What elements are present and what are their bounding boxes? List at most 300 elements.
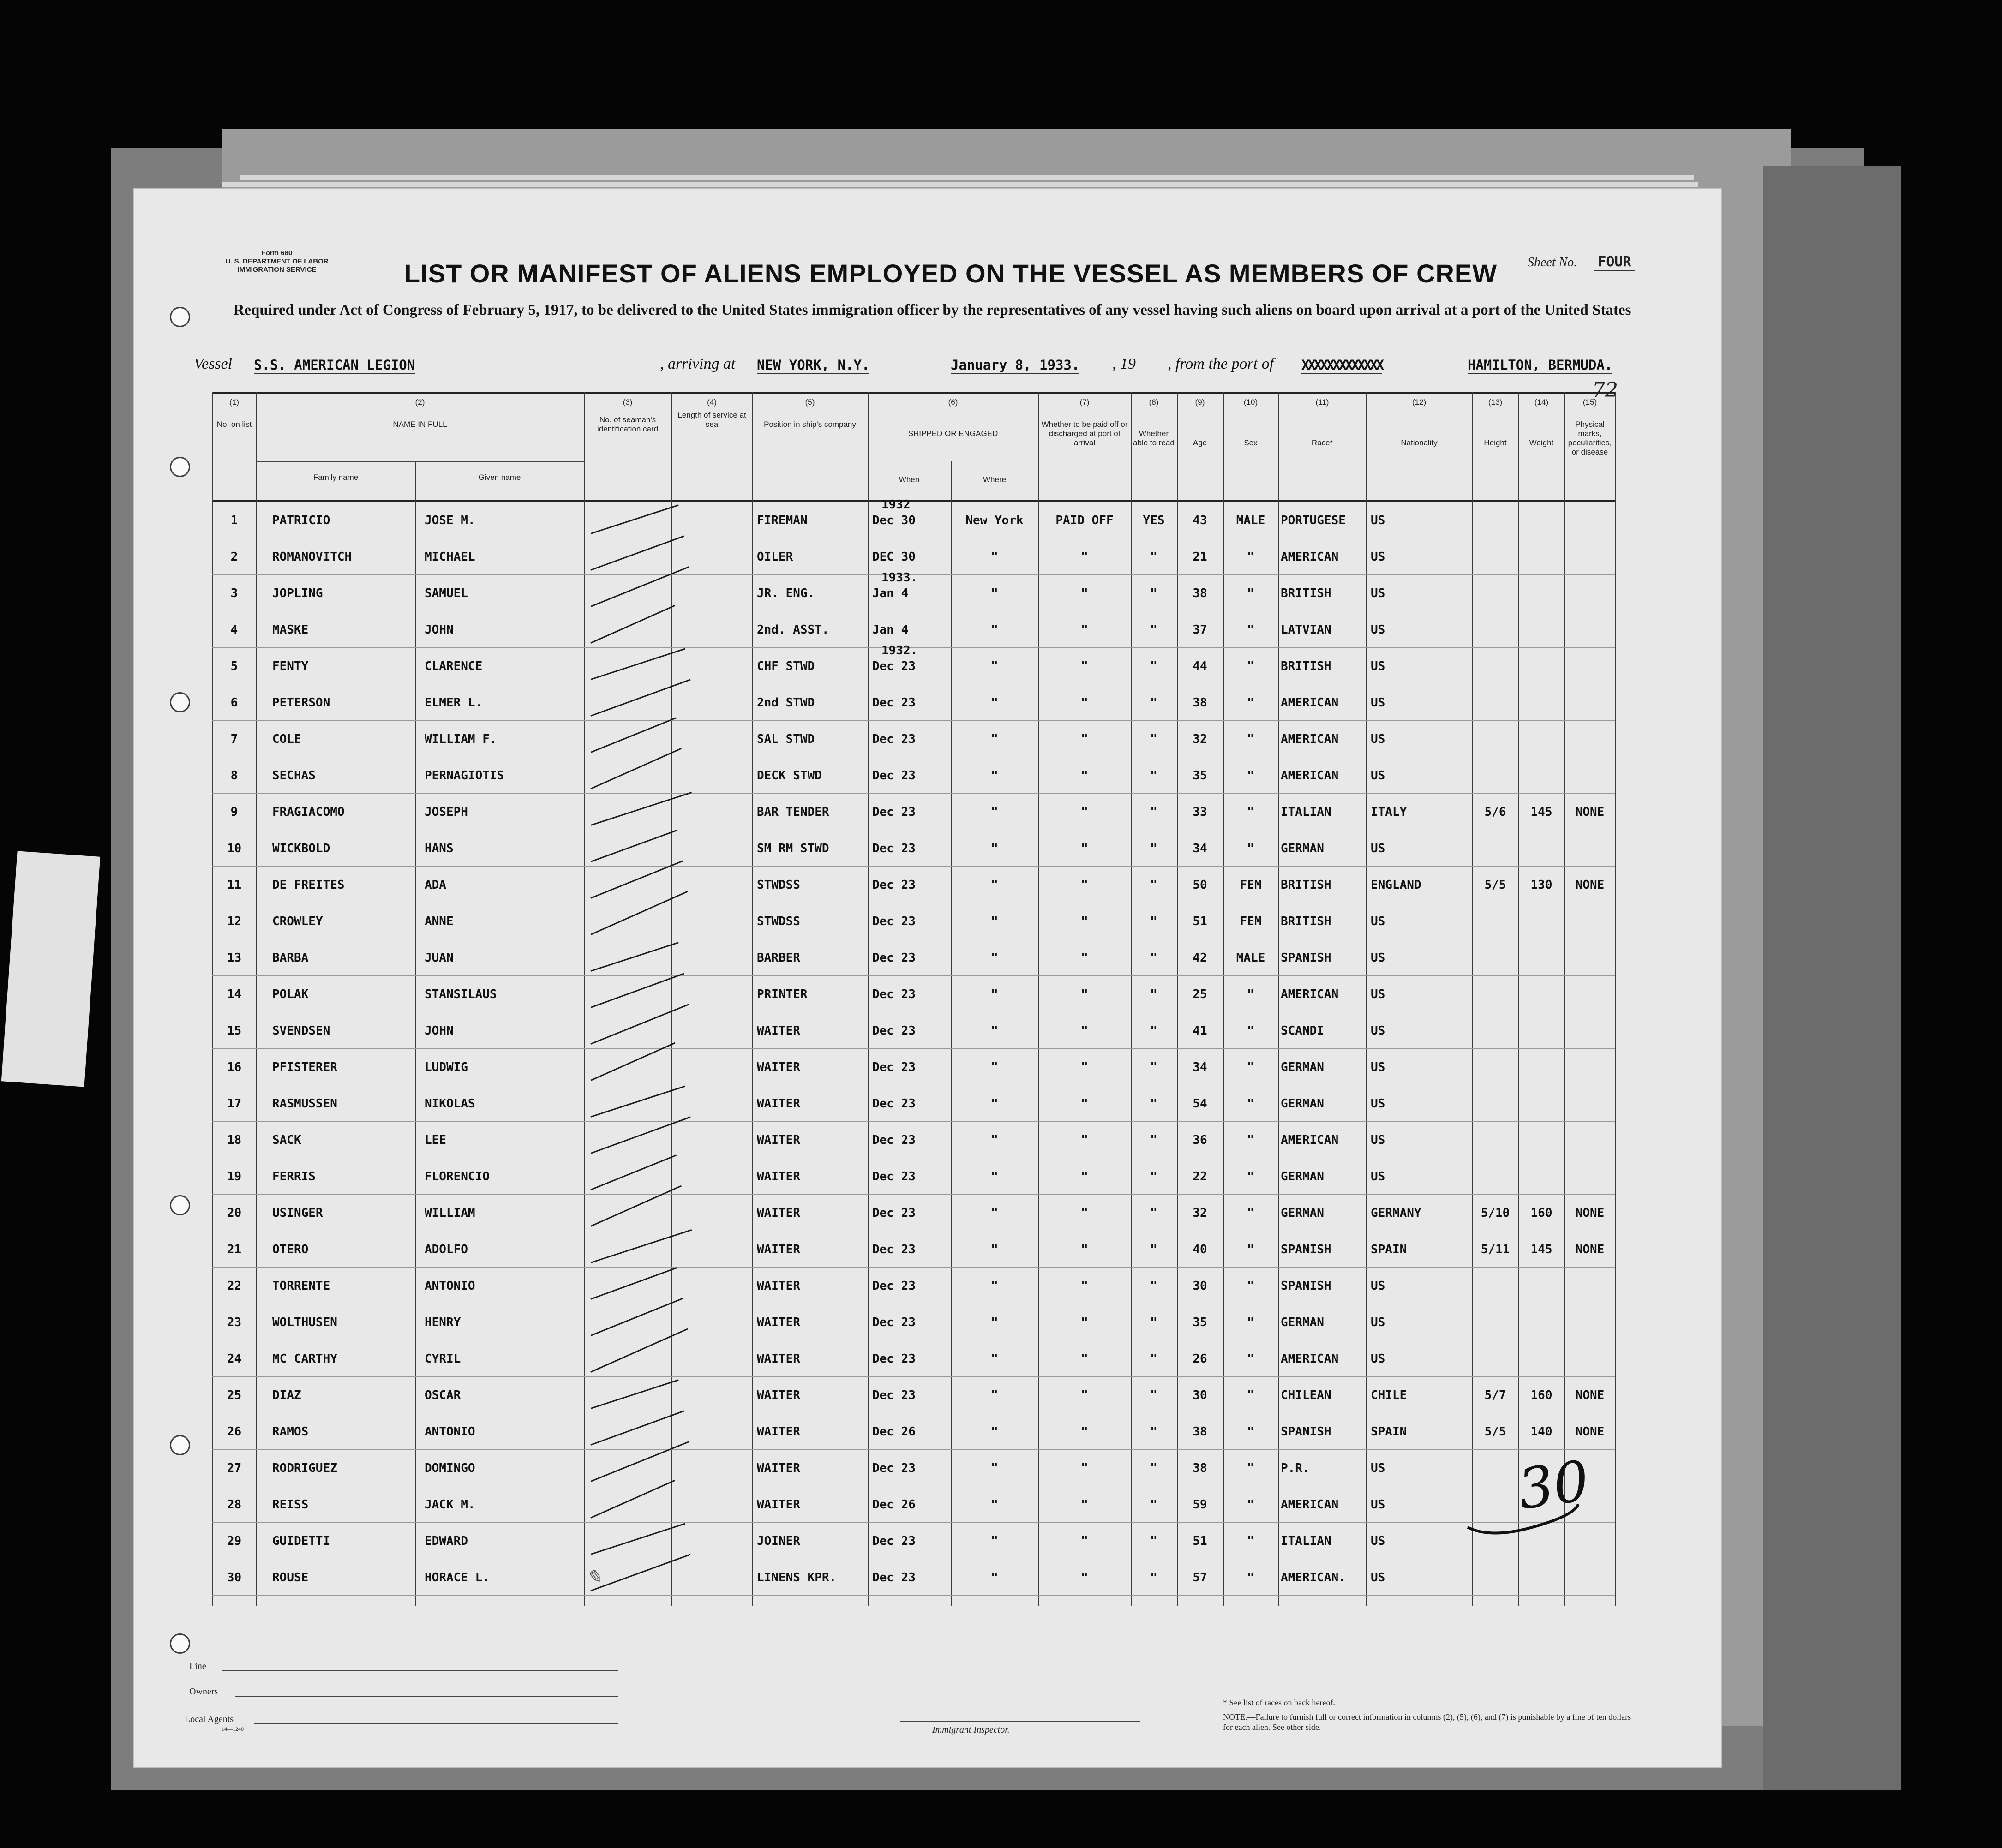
cell-race: GERMAN bbox=[1281, 1060, 1324, 1074]
pen-check-mark bbox=[590, 748, 682, 789]
arrival-date: January 8, 1933. bbox=[951, 357, 1080, 373]
cell-family: DIAZ bbox=[272, 1388, 301, 1402]
header-no-on-list: No. on list bbox=[216, 420, 252, 429]
pen-check-mark bbox=[590, 1441, 689, 1482]
cell-nat: US bbox=[1371, 1571, 1385, 1585]
punch-hole bbox=[170, 1195, 190, 1215]
cell-sex: " bbox=[1247, 623, 1254, 637]
footer-owners-label: Owners bbox=[189, 1687, 218, 1697]
vessel-label: Vessel bbox=[194, 355, 233, 372]
year-label: , 19 bbox=[1112, 355, 1136, 372]
cell-paid: " bbox=[1081, 805, 1088, 819]
cell-read: " bbox=[1150, 805, 1157, 819]
cell-read: " bbox=[1150, 1097, 1157, 1111]
crew-table bbox=[212, 392, 1615, 1606]
cell-when: Dec 23 bbox=[872, 915, 916, 928]
cell-given: SAMUEL bbox=[425, 586, 468, 600]
cell-position: STWDSS bbox=[757, 878, 800, 892]
cell-nat: US bbox=[1371, 623, 1385, 637]
header-shipped-engaged: SHIPPED OR ENGAGED bbox=[908, 429, 998, 438]
cell-family: RASMUSSEN bbox=[272, 1097, 337, 1111]
cell-given: JACK M. bbox=[425, 1498, 475, 1512]
handwritten-number: 72 bbox=[1592, 378, 1618, 402]
cell-age: 50 bbox=[1193, 878, 1207, 892]
sheet-number-value: FOUR bbox=[1594, 254, 1635, 271]
cell-read: " bbox=[1150, 842, 1157, 855]
cell-read: " bbox=[1150, 1279, 1157, 1293]
cell-position: BARBER bbox=[757, 951, 800, 965]
row-rule bbox=[212, 866, 1615, 867]
cell-age: 43 bbox=[1193, 514, 1207, 527]
pen-check-mark bbox=[590, 973, 684, 1008]
cell-age: 22 bbox=[1193, 1170, 1207, 1184]
cell-marks: NONE bbox=[1575, 1206, 1605, 1220]
cell-paid: " bbox=[1081, 915, 1088, 928]
cell-no: 16 bbox=[227, 1060, 242, 1074]
cell-read: " bbox=[1150, 1352, 1157, 1366]
cell-given: ANTONIO bbox=[425, 1425, 475, 1439]
cell-read: " bbox=[1150, 1498, 1157, 1512]
form-identifier bbox=[208, 249, 346, 274]
cell-height: 5/5 bbox=[1484, 878, 1506, 892]
cell-read: " bbox=[1150, 1461, 1157, 1475]
column-rule bbox=[415, 461, 416, 1606]
cell-paid: " bbox=[1081, 1243, 1088, 1256]
cell-where: " bbox=[991, 1060, 998, 1074]
cell-paid: " bbox=[1081, 878, 1088, 892]
cell-family: BARBA bbox=[272, 951, 309, 965]
header-family-name: Family name bbox=[313, 473, 359, 482]
cell-race: AMERICAN bbox=[1281, 1133, 1339, 1147]
cell-paid: " bbox=[1081, 659, 1088, 673]
cell-given: CLARENCE bbox=[425, 659, 483, 673]
cell-no: 23 bbox=[227, 1316, 242, 1329]
pen-check-mark bbox=[591, 942, 679, 972]
pen-check-mark bbox=[590, 1185, 682, 1227]
cell-position: WAITER bbox=[757, 1097, 800, 1111]
cell-no: 15 bbox=[227, 1024, 242, 1038]
header-weight: Weight bbox=[1529, 438, 1554, 447]
cell-no: 6 bbox=[230, 696, 238, 710]
footer-rule bbox=[235, 1696, 618, 1697]
cell-paid: " bbox=[1081, 1498, 1088, 1512]
cell-position: WAITER bbox=[757, 1170, 800, 1184]
cell-paid: " bbox=[1081, 1534, 1088, 1548]
row-rule bbox=[212, 793, 1615, 794]
cell-age: 25 bbox=[1193, 987, 1207, 1001]
cell-age: 37 bbox=[1193, 623, 1207, 637]
pen-check-mark bbox=[590, 1154, 677, 1190]
cell-where: " bbox=[991, 696, 998, 710]
cell-family: GUIDETTI bbox=[272, 1534, 330, 1548]
handwritten-count: 30 bbox=[1514, 1449, 1593, 1522]
cell-paid: " bbox=[1081, 1279, 1088, 1293]
cell-no: 20 bbox=[227, 1206, 242, 1220]
pen-check-mark bbox=[591, 504, 679, 534]
cell-where: " bbox=[991, 1388, 998, 1402]
column-number: (11) bbox=[1315, 398, 1329, 407]
year-note: 1932. bbox=[881, 644, 918, 658]
cell-no: 2 bbox=[230, 550, 238, 564]
cell-nat: US bbox=[1371, 987, 1385, 1001]
cell-family: RAMOS bbox=[272, 1425, 309, 1439]
column-number: (9) bbox=[1195, 398, 1205, 407]
cell-paid: " bbox=[1081, 586, 1088, 600]
header-age: Age bbox=[1193, 438, 1207, 447]
cell-family: PATRICIO bbox=[272, 514, 330, 527]
pen-check-mark bbox=[590, 830, 677, 862]
cell-sex: " bbox=[1247, 805, 1254, 819]
cell-read: " bbox=[1150, 1206, 1157, 1220]
cell-sex: " bbox=[1247, 1425, 1254, 1439]
cell-race: GERMAN bbox=[1281, 1316, 1324, 1329]
cell-where: " bbox=[991, 1316, 998, 1329]
cell-nat: US bbox=[1371, 1024, 1385, 1038]
punch-hole bbox=[170, 457, 190, 477]
cell-nat: ENGLAND bbox=[1371, 878, 1421, 892]
pen-check-mark bbox=[590, 891, 688, 935]
cell-given: ADOLFO bbox=[425, 1243, 468, 1256]
cell-marks: NONE bbox=[1575, 1425, 1605, 1439]
column-number: (14) bbox=[1534, 398, 1549, 407]
pen-check-mark bbox=[590, 566, 689, 607]
cell-race: CHILEAN bbox=[1281, 1388, 1331, 1402]
cell-sex: " bbox=[1247, 1097, 1254, 1111]
cell-sex: " bbox=[1247, 1060, 1254, 1074]
header-physical-marks: Physical marks, peculiarities, or disease bbox=[1568, 420, 1612, 456]
cell-position: WAITER bbox=[757, 1388, 800, 1402]
cell-nat: US bbox=[1371, 951, 1385, 965]
cell-given: WILLIAM F. bbox=[425, 732, 497, 746]
cell-paid: " bbox=[1081, 842, 1088, 855]
cell-height: 5/5 bbox=[1484, 1425, 1506, 1439]
cell-when: Dec 23 bbox=[872, 1461, 916, 1475]
cell-read: " bbox=[1150, 732, 1157, 746]
column-number: (3) bbox=[623, 398, 633, 407]
cell-race: AMERICAN bbox=[1281, 987, 1339, 1001]
cell-position: OILER bbox=[757, 550, 793, 564]
cell-race: GERMAN bbox=[1281, 842, 1324, 855]
cell-position: DECK STWD bbox=[757, 769, 822, 783]
cell-where: " bbox=[991, 915, 998, 928]
cell-position: WAITER bbox=[757, 1461, 800, 1475]
cell-age: 36 bbox=[1193, 1133, 1207, 1147]
pen-check-mark bbox=[590, 1411, 684, 1446]
cell-no: 8 bbox=[230, 769, 238, 783]
cell-family: MC CARTHY bbox=[272, 1352, 337, 1366]
cell-paid: " bbox=[1081, 732, 1088, 746]
cell-family: FENTY bbox=[272, 659, 309, 673]
cell-race: GERMAN bbox=[1281, 1097, 1324, 1111]
cell-paid: " bbox=[1081, 987, 1088, 1001]
cell-height: 5/11 bbox=[1481, 1243, 1510, 1256]
cell-read: " bbox=[1150, 1170, 1157, 1184]
cell-position: WAITER bbox=[757, 1279, 800, 1293]
cell-family: SECHAS bbox=[272, 769, 316, 783]
cell-when: Dec 23 bbox=[872, 951, 916, 965]
header-height: Height bbox=[1484, 438, 1507, 447]
cell-height: 5/6 bbox=[1484, 805, 1506, 819]
cell-nat: SPAIN bbox=[1371, 1243, 1407, 1256]
cell-position: 2nd. ASST. bbox=[757, 623, 829, 637]
cell-weight: 160 bbox=[1530, 1388, 1552, 1402]
cell-given: JOHN bbox=[425, 1024, 454, 1038]
cell-where: " bbox=[991, 987, 998, 1001]
cell-read: " bbox=[1150, 951, 1157, 965]
handwritten-signature: ✎ bbox=[586, 1567, 602, 1588]
cell-sex: MALE bbox=[1236, 951, 1265, 965]
cell-when: Dec 23 bbox=[872, 732, 916, 746]
pen-check-mark bbox=[590, 1554, 690, 1591]
cell-no: 18 bbox=[227, 1133, 242, 1147]
cell-no: 4 bbox=[230, 623, 238, 637]
cell-given: FLORENCIO bbox=[425, 1170, 490, 1184]
cell-race: PORTUGESE bbox=[1281, 514, 1346, 527]
cell-when: Dec 26 bbox=[872, 1498, 916, 1512]
cell-sex: " bbox=[1247, 550, 1254, 564]
cell-sex: " bbox=[1247, 732, 1254, 746]
cell-paid: PAID OFF bbox=[1055, 514, 1114, 527]
header-position: Position in ship's company bbox=[764, 420, 856, 429]
cell-sex: " bbox=[1247, 1461, 1254, 1475]
header-where: Where bbox=[983, 475, 1007, 484]
cell-nat: ITALY bbox=[1371, 805, 1407, 819]
cell-family: USINGER bbox=[272, 1206, 323, 1220]
cell-position: WAITER bbox=[757, 1060, 800, 1074]
cell-race: AMERICAN bbox=[1281, 769, 1339, 783]
cell-sex: " bbox=[1247, 842, 1254, 855]
pen-check-mark bbox=[591, 1229, 692, 1263]
document-title: LIST OR MANIFEST OF ALIENS EMPLOYED ON THE VESSEL AS MEMBERS OF CREW bbox=[404, 259, 1498, 288]
cell-age: 32 bbox=[1193, 732, 1207, 746]
header-length-service: Length of service at sea bbox=[677, 411, 746, 429]
cell-sex: " bbox=[1247, 1279, 1254, 1293]
cell-given: NIKOLAS bbox=[425, 1097, 475, 1111]
column-number: (15) bbox=[1582, 398, 1597, 407]
cell-no: 19 bbox=[227, 1170, 242, 1184]
cell-sex: " bbox=[1247, 1498, 1254, 1512]
cell-no: 9 bbox=[230, 805, 238, 819]
cell-when: Jan 4 bbox=[872, 623, 909, 637]
cell-family: POLAK bbox=[272, 987, 309, 1001]
cell-age: 33 bbox=[1193, 805, 1207, 819]
cell-where: " bbox=[991, 1534, 998, 1548]
cell-paid: " bbox=[1081, 1097, 1088, 1111]
cell-paid: " bbox=[1081, 1024, 1088, 1038]
cell-where: " bbox=[991, 769, 998, 783]
cell-given: ANNE bbox=[425, 915, 454, 928]
departure-port: HAMILTON, BERMUDA. bbox=[1468, 357, 1613, 373]
pen-check-mark bbox=[590, 1328, 688, 1373]
cell-age: 26 bbox=[1193, 1352, 1207, 1366]
name-subheader-rule bbox=[256, 461, 584, 462]
cell-sex: " bbox=[1247, 1170, 1254, 1184]
cell-age: 38 bbox=[1193, 696, 1207, 710]
cell-marks: NONE bbox=[1575, 1243, 1605, 1256]
cell-when: Dec 23 bbox=[872, 1024, 916, 1038]
cell-read: " bbox=[1150, 769, 1157, 783]
cell-family: PFISTERER bbox=[272, 1060, 337, 1074]
cell-age: 57 bbox=[1193, 1571, 1207, 1585]
column-number: (8) bbox=[1149, 398, 1159, 407]
cell-when: Dec 23 bbox=[872, 1571, 916, 1585]
column-number: (7) bbox=[1079, 398, 1090, 407]
cell-nat: US bbox=[1371, 1279, 1385, 1293]
cell-no: 11 bbox=[227, 878, 242, 892]
cell-age: 34 bbox=[1193, 1060, 1207, 1074]
cell-sex: " bbox=[1247, 1316, 1254, 1329]
cell-when: Dec 23 bbox=[872, 1060, 916, 1074]
cell-sex: " bbox=[1247, 696, 1254, 710]
document-subtitle: Required under Act of Congress of February 5, 1917, to be delivered to the United States immigration officer by the representatives of any vessel having such aliens on board upon arrival at a port of the United States bbox=[233, 302, 1631, 318]
cell-when: Jan 4 bbox=[872, 586, 909, 600]
cell-sex: " bbox=[1247, 1243, 1254, 1256]
cell-position: PRINTER bbox=[757, 987, 808, 1001]
cell-position: WAITER bbox=[757, 1243, 800, 1256]
cell-when: Dec 23 bbox=[872, 1388, 916, 1402]
cell-age: 51 bbox=[1193, 1534, 1207, 1548]
cell-where: " bbox=[991, 1024, 998, 1038]
cell-paid: " bbox=[1081, 696, 1088, 710]
cell-sex: FEM bbox=[1240, 915, 1262, 928]
cell-race: P.R. bbox=[1281, 1461, 1310, 1475]
cell-given: STANSILAUS bbox=[425, 987, 497, 1001]
cell-nat: US bbox=[1371, 915, 1385, 928]
cell-position: JR. ENG. bbox=[757, 586, 815, 600]
cell-when: Dec 23 bbox=[872, 659, 916, 673]
cell-no: 26 bbox=[227, 1425, 242, 1439]
cell-family: RODRIGUEZ bbox=[272, 1461, 337, 1475]
cell-marks: NONE bbox=[1575, 1388, 1605, 1402]
cell-weight: 160 bbox=[1530, 1206, 1552, 1220]
cell-weight: 140 bbox=[1530, 1425, 1552, 1439]
cell-no: 1 bbox=[230, 514, 238, 527]
column-number: (5) bbox=[805, 398, 815, 407]
cell-position: BAR TENDER bbox=[757, 805, 829, 819]
punch-hole bbox=[170, 692, 190, 712]
cell-when: DEC 30 bbox=[872, 550, 916, 564]
row-rule bbox=[212, 1595, 1615, 1596]
cell-when: Dec 23 bbox=[872, 1133, 916, 1147]
cell-height: 5/10 bbox=[1481, 1206, 1510, 1220]
punch-hole bbox=[170, 1435, 190, 1455]
cell-paid: " bbox=[1081, 1060, 1088, 1074]
cell-age: 51 bbox=[1193, 915, 1207, 928]
cell-position: STWDSS bbox=[757, 915, 800, 928]
punch-hole bbox=[170, 1633, 190, 1654]
pen-check-mark bbox=[590, 1116, 690, 1154]
cell-race: SCANDI bbox=[1281, 1024, 1324, 1038]
cell-nat: US bbox=[1371, 659, 1385, 673]
cell-nat: US bbox=[1371, 1133, 1385, 1147]
cell-race: BRITISH bbox=[1281, 915, 1331, 928]
cell-race: BRITISH bbox=[1281, 659, 1331, 673]
cell-paid: " bbox=[1081, 550, 1088, 564]
cell-read: " bbox=[1150, 915, 1157, 928]
cell-no: 29 bbox=[227, 1534, 242, 1548]
cell-nat: US bbox=[1371, 1097, 1385, 1111]
cell-nat: SPAIN bbox=[1371, 1425, 1407, 1439]
header-when: When bbox=[899, 475, 920, 484]
cell-when: Dec 26 bbox=[872, 1425, 916, 1439]
header-name-in-full: NAME IN FULL bbox=[393, 420, 447, 429]
cell-where: " bbox=[991, 842, 998, 855]
cell-family: CROWLEY bbox=[272, 915, 323, 928]
cell-where: " bbox=[991, 1279, 998, 1293]
cell-no: 22 bbox=[227, 1279, 242, 1293]
cell-read: " bbox=[1150, 1024, 1157, 1038]
vessel-name: S.S. AMERICAN LEGION bbox=[254, 357, 415, 373]
cell-when: Dec 23 bbox=[872, 1279, 916, 1293]
cell-read: " bbox=[1150, 1388, 1157, 1402]
cell-where: " bbox=[991, 1571, 998, 1585]
cell-no: 7 bbox=[230, 732, 238, 746]
cell-age: 30 bbox=[1193, 1388, 1207, 1402]
cell-given: HORACE L. bbox=[425, 1571, 490, 1585]
cell-family: SVENDSEN bbox=[272, 1024, 330, 1038]
cell-position: WAITER bbox=[757, 1352, 800, 1366]
header-paid-off: Whether to be paid off or discharged at port of arrival bbox=[1041, 420, 1128, 447]
cell-nat: US bbox=[1371, 732, 1385, 746]
cell-race: SPANISH bbox=[1281, 1425, 1331, 1439]
cell-when: Dec 23 bbox=[872, 987, 916, 1001]
cell-race: AMERICAN bbox=[1281, 1498, 1339, 1512]
header-nationality: Nationality bbox=[1401, 438, 1438, 447]
pen-check-mark bbox=[590, 1004, 689, 1045]
cell-read: " bbox=[1150, 1133, 1157, 1147]
manifest-sheet bbox=[134, 189, 1721, 1767]
cell-paid: " bbox=[1081, 769, 1088, 783]
cell-family: JOPLING bbox=[272, 586, 323, 600]
cell-marks: NONE bbox=[1575, 805, 1605, 819]
cell-race: AMERICAN bbox=[1281, 696, 1339, 710]
cell-nat: CHILE bbox=[1371, 1388, 1407, 1402]
pen-check-mark bbox=[590, 1267, 677, 1300]
cell-where: " bbox=[991, 1498, 998, 1512]
cell-no: 3 bbox=[230, 586, 238, 600]
cell-where: New York bbox=[965, 514, 1024, 527]
cell-sex: " bbox=[1247, 769, 1254, 783]
cell-race: BRITISH bbox=[1281, 878, 1331, 892]
cell-age: 30 bbox=[1193, 1279, 1207, 1293]
cell-when: Dec 23 bbox=[872, 1316, 916, 1329]
cell-sex: " bbox=[1247, 1534, 1254, 1548]
cell-sex: " bbox=[1247, 1206, 1254, 1220]
row-rule bbox=[212, 720, 1615, 721]
cell-age: 34 bbox=[1193, 842, 1207, 855]
arrival-port: NEW YORK, N.Y. bbox=[757, 357, 870, 373]
footer-form-code: 14—1240 bbox=[222, 1726, 244, 1732]
cell-read: " bbox=[1150, 878, 1157, 892]
cell-position: WAITER bbox=[757, 1133, 800, 1147]
cell-where: " bbox=[991, 586, 998, 600]
cell-position: SM RM STWD bbox=[757, 842, 829, 855]
footer-line-label: Line bbox=[189, 1661, 206, 1671]
cell-where: " bbox=[991, 732, 998, 746]
cell-when: Dec 23 bbox=[872, 1170, 916, 1184]
cell-given: JOSEPH bbox=[425, 805, 468, 819]
cell-where: " bbox=[991, 1352, 998, 1366]
cell-sex: " bbox=[1247, 1352, 1254, 1366]
cell-age: 35 bbox=[1193, 769, 1207, 783]
pen-check-mark bbox=[591, 1379, 679, 1409]
cell-race: BRITISH bbox=[1281, 586, 1331, 600]
cell-sex: " bbox=[1247, 987, 1254, 1001]
cell-no: 24 bbox=[227, 1352, 242, 1366]
pen-check-mark bbox=[590, 679, 690, 716]
cell-weight: 145 bbox=[1530, 805, 1552, 819]
cell-sex: " bbox=[1247, 659, 1254, 673]
